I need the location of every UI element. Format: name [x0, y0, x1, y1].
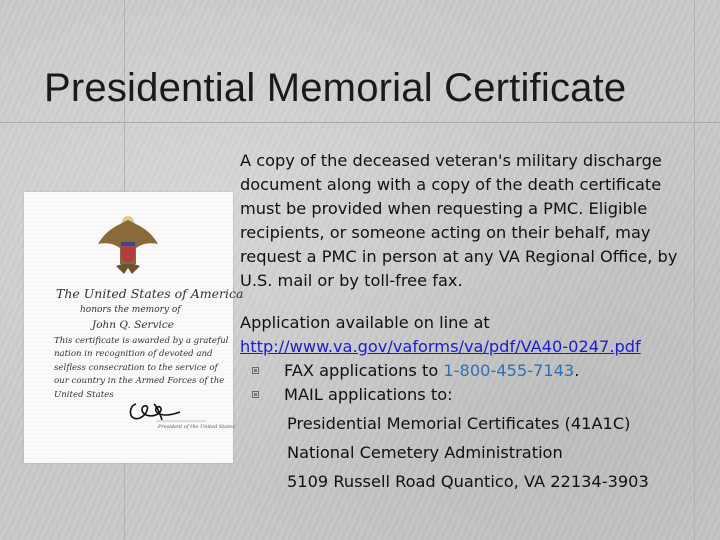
- fax-number: 1-800-455-7143: [443, 361, 575, 380]
- horizontal-guide-line: [0, 122, 720, 123]
- address-line: 5109 Russell Road Quantico, VA 22134-3903: [287, 472, 649, 491]
- fax-label: FAX applications to: [284, 361, 444, 380]
- fax-end: .: [574, 361, 580, 380]
- list-item-fax: [240, 359, 695, 383]
- address-line: National Cemetery Administration: [287, 443, 563, 462]
- address-line: Presidential Memorial Certificates (41A1C): [287, 414, 631, 433]
- square-bullet-icon: [252, 391, 259, 398]
- certificate-honors: honors the memory of: [80, 305, 181, 315]
- mailing-address: [240, 412, 695, 494]
- paragraph-application: [240, 311, 695, 359]
- eagle-seal-icon: [98, 216, 158, 274]
- content-area: [240, 149, 695, 499]
- certificate-name: John Q. Service: [92, 319, 174, 331]
- signature-icon: [130, 404, 180, 420]
- list-item-mail: [240, 383, 695, 407]
- slide-title: Presidential Memorial Certificate: [44, 66, 627, 110]
- application-text: Application available on line at: [240, 313, 490, 332]
- square-bullet-icon: [252, 367, 259, 374]
- certificate-signature-caption: President of the United States: [158, 424, 235, 430]
- paragraph-requirements: A copy of the deceased veteran's military discharge document along with a copy of the death certificate must be provided when requesting a PMC. Eligible recipients, or someone acting on their behalf, may request a PMC in person at any VA Regional Office, by U.S. mail or by toll-free fax.: [240, 151, 678, 290]
- mail-label: MAIL applications to:: [284, 385, 453, 404]
- certificate-heading: The United States of America: [56, 286, 244, 301]
- contact-list: [240, 359, 695, 407]
- certificate-image: [24, 192, 244, 463]
- application-link[interactable]: http://www.va.gov/vaforms/va/pdf/VA40-0247.pdf: [240, 337, 641, 356]
- certificate-body: This certificate is awarded by a grateful nation in recognition of devoted and selfless consecration to the service of our country in the Armed Forces of the United States: [54, 336, 229, 400]
